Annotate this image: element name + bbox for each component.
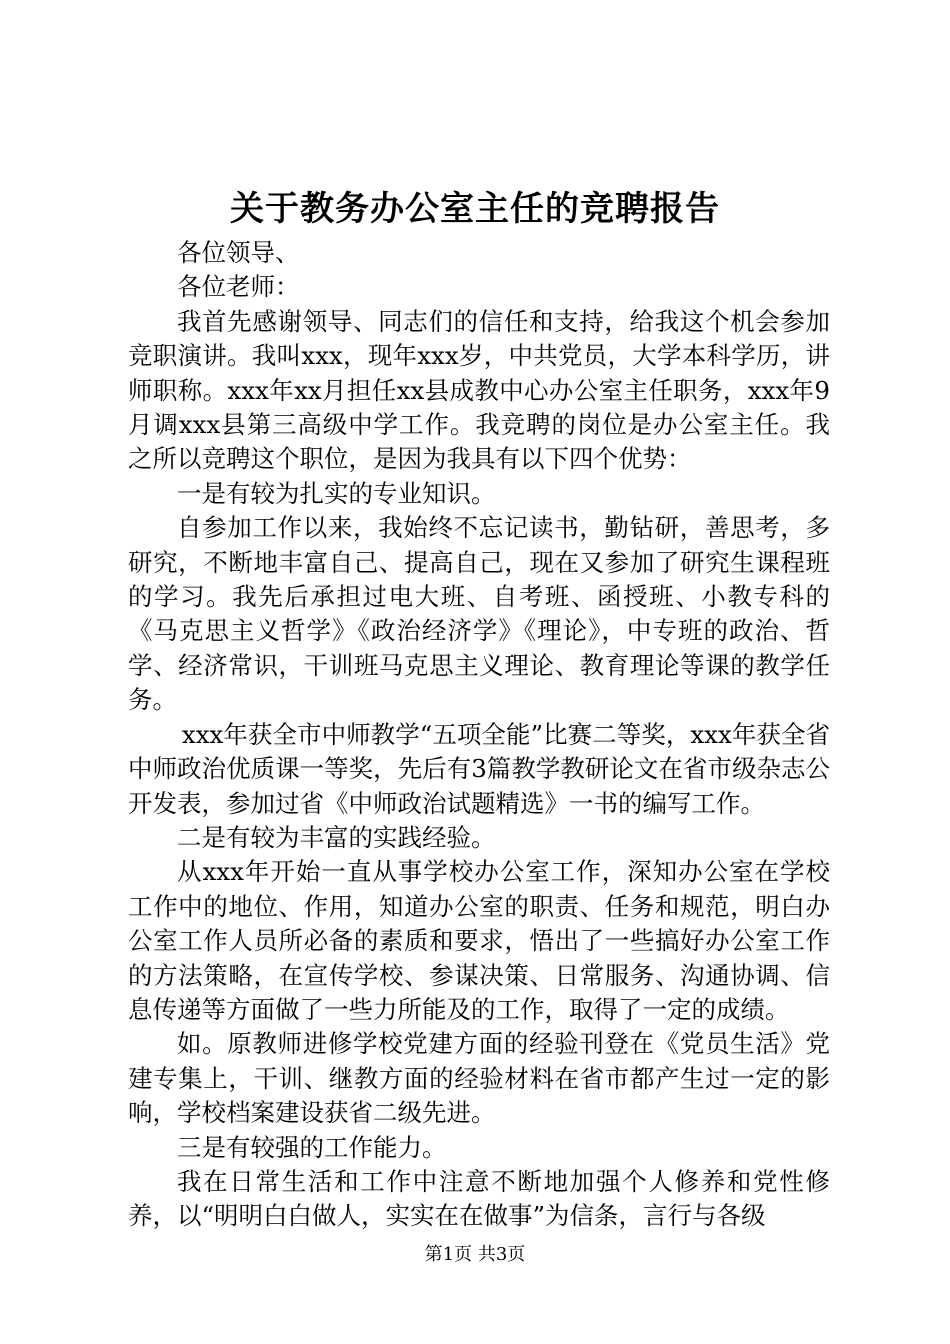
salutation-teachers: 各位老师：	[177, 272, 300, 302]
document-title: 关于教务办公室主任的竞聘报告	[230, 189, 720, 229]
paragraph-advantage-one-heading: 一是有较为扎实的专业知识。	[177, 478, 496, 508]
paragraph-professional-knowledge: 自参加工作以来，我始终不忘记读书，勤钻研，善思考，多研究，不断地丰富自己、提高自己，现在又参加了研究生课程班的学习。我先后承担过电大班、自考班、函授班、小教专科的《马克思主义哲学》《政治经济学》《理论》，中专班的政治、哲学、经济常识，干训班马克思主义理论、教育理论等课的教学任务。	[128, 513, 830, 715]
paragraph-awards: xxx年获全市中师教学“五项全能”比赛二等奖，xxx年获全省中师政治优质课一等奖，先后有3篇教学教研论文在省市级杂志公开发表，参加过省《中师政治试题精选》一书的编写工作。	[128, 719, 830, 818]
salutation-leaders: 各位领导、	[177, 238, 300, 267]
paragraph-advantage-two-heading: 二是有较为丰富的实践经验。	[177, 822, 496, 852]
paragraph-examples: 如。原教师进修学校党建方面的经验刊登在《党员生活》党建专集上，干训、继教方面的经验材料在省市都产生过一定的影响，学校档案建设获省二级先进。	[128, 1029, 830, 1128]
paragraph-introduction: 我首先感谢领导、同志们的信任和支持，给我这个机会参加竞职演讲。我叫xxx，现年xxx岁，中共党员，大学本科学历，讲师职称。xxx年xx月担任xx县成教中心办公室主任职务，xxx年9月调xxx县第三高级中学工作。我竞聘的岗位是办公室主任。我之所以竞聘这个职位，是因为我具有以下四个优势：	[128, 306, 830, 474]
paragraph-work-ability: 我在日常生活和工作中注意不断地加强个人修养和党性修养，以“明明白白做人，实实在在做事”为信条，言行与各级	[128, 1166, 830, 1231]
document-body	[128, 236, 830, 1234]
paragraph-advantage-three-heading: 三是有较强的工作能力。	[177, 1132, 447, 1162]
page-footer: 第1页 共3页	[424, 1244, 526, 1265]
paragraph-practical-experience: 从xxx年开始一直从事学校办公室工作，深知办公室在学校工作中的地位、作用，知道办公室的职责、任务和规范，明白办公室工作人员所必备的素质和要求，悟出了一些搞好办公室工作的方法策略，在宣传学校、参谋决策、日常服务、沟通协调、信息传递等方面做了一些力所能及的工作，取得了一定的成绩。	[128, 857, 830, 1024]
